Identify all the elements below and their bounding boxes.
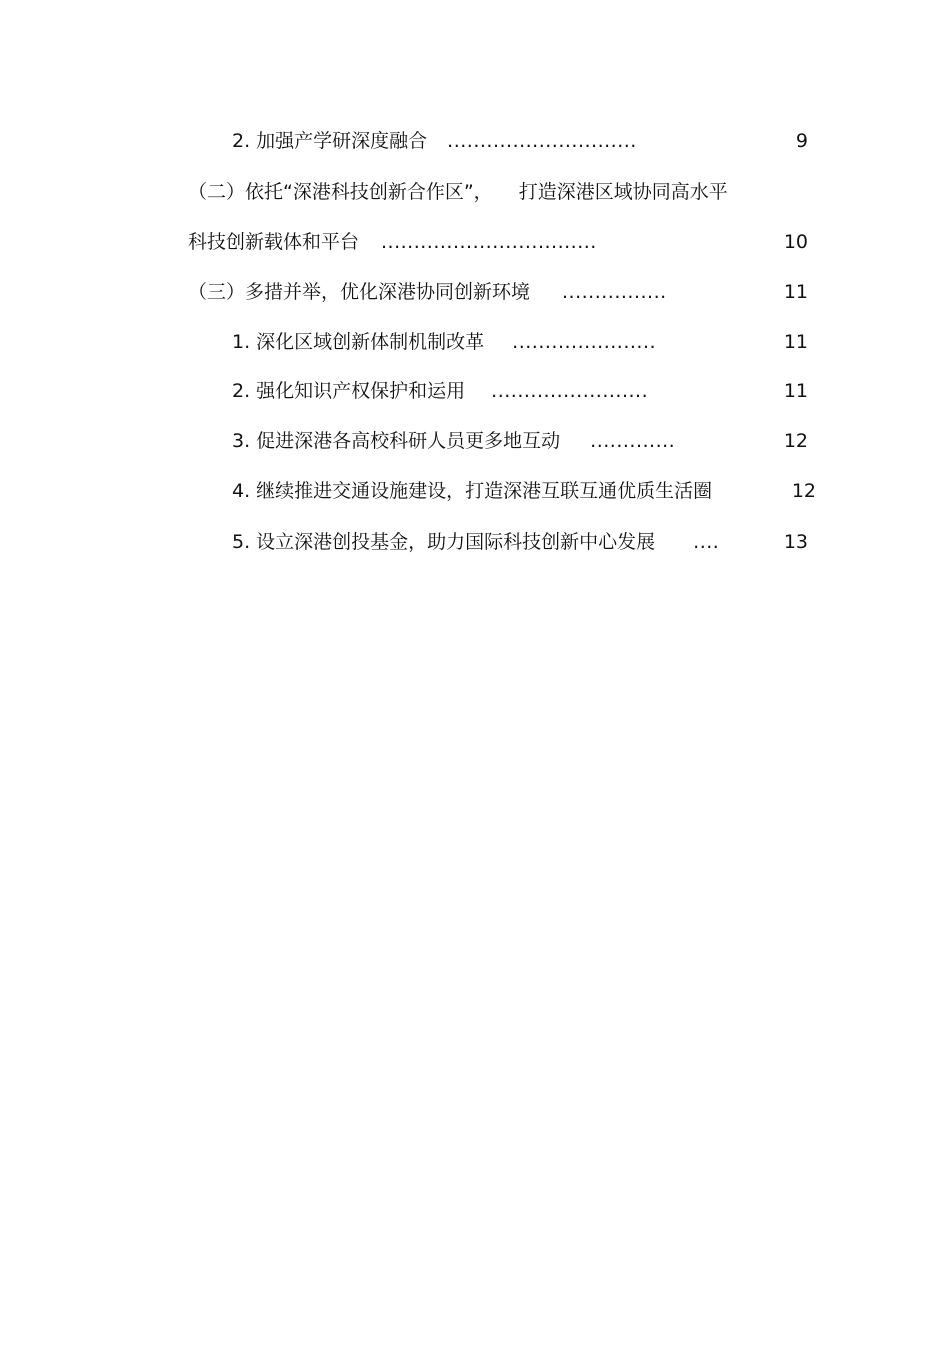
toc-entry-title: 5. 设立深港创投基金，助力国际科技创新中心发展	[232, 531, 656, 553]
toc-leader-dots: ........................	[491, 380, 649, 402]
toc-page-number: 11	[783, 281, 808, 303]
toc-entry[interactable]	[232, 530, 719, 554]
toc-entry-title: 2. 强化知识产权保护和运用	[232, 380, 466, 402]
toc-page-number: 10	[783, 231, 808, 253]
toc-page-number: 9	[795, 130, 808, 152]
toc-entry-title: 2. 加强产学研深度融合	[232, 130, 428, 152]
toc-page-number: 12	[791, 480, 816, 502]
toc-page-number: 12	[783, 430, 808, 452]
toc-entry[interactable]	[232, 129, 637, 153]
toc-entry-title: 3. 促进深港各高校科研人员更多地互动	[232, 430, 561, 452]
toc-entry[interactable]	[232, 429, 675, 453]
toc-entry[interactable]	[188, 230, 597, 254]
toc-leader-dots: ....	[693, 531, 720, 553]
toc-leader-dots: .............	[590, 430, 676, 452]
toc-page-number: 11	[783, 331, 808, 353]
toc-entry-title: 科技创新载体和平台	[188, 231, 360, 253]
toc-entry[interactable]	[232, 330, 656, 354]
toc-leader-dots: .............................	[447, 130, 637, 152]
toc-entry-title: 4. 继续推进交通设施建设，打造深港互联互通优质生活圈	[232, 480, 713, 502]
toc-entry[interactable]	[188, 280, 667, 304]
toc-leader-dots: ................	[562, 281, 667, 303]
toc-entry-title: 1. 深化区域创新体制机制改革	[232, 331, 485, 353]
toc-entry-title-continued: 打造深港区域协同高水平	[518, 181, 728, 203]
toc-leader-dots: ......................	[512, 331, 657, 353]
toc-entry-title: （二）依托“深港科技创新合作区”，	[188, 181, 493, 203]
toc-page-number: 13	[783, 531, 808, 553]
toc-entry[interactable]	[232, 479, 712, 503]
toc-entry[interactable]	[232, 379, 648, 403]
toc-entry[interactable]	[188, 180, 728, 204]
toc-entry-title: （三）多措并举，优化深港协同创新环境	[188, 281, 531, 303]
toc-leader-dots: .................................	[381, 231, 597, 253]
toc-page-number: 11	[783, 380, 808, 402]
